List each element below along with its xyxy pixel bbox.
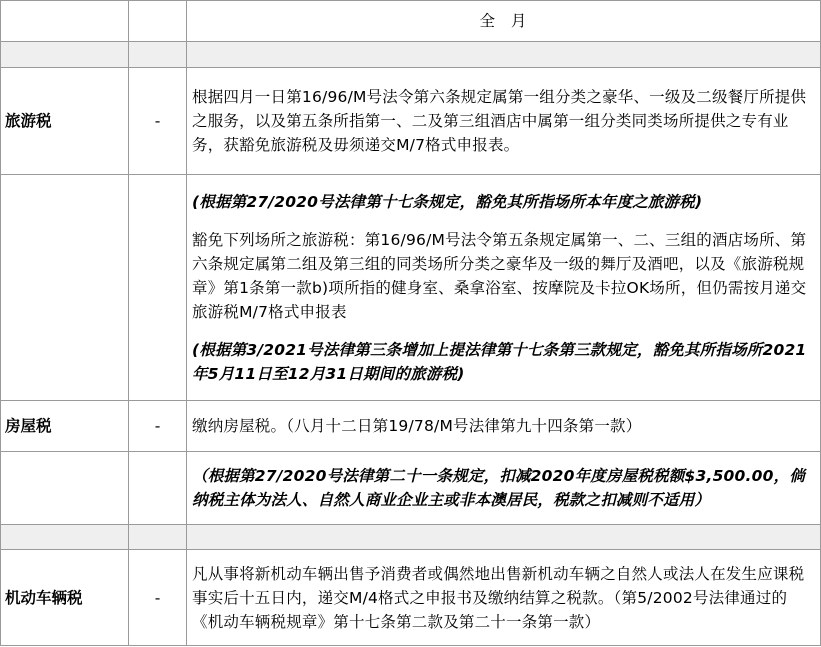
header-row <box>1 1 821 42</box>
empty-cell <box>129 452 187 525</box>
tourism-exemption-row <box>1 175 821 401</box>
property-tax-text: 缴纳房屋税。（八月十二日第19/78/M号法律第九十四条第一款） <box>187 401 821 452</box>
property-tax-label: 房屋税 <box>1 401 129 452</box>
spacer-cell <box>129 42 187 68</box>
spacer-cell <box>129 525 187 550</box>
header-cell-empty-1 <box>1 1 129 42</box>
spacer-cell <box>1 525 129 550</box>
property-deduction-note: （根据第27/2020号法律第二十一条规定，扣减2020年度房屋税税额$3,500.00，倘纳税主体为法人、自然人商业企业主或非本澳居民，税款之扣减则不适用） <box>187 452 821 525</box>
tourism-tax-dash: - <box>129 68 187 175</box>
tourism-exemption-text: 豁免下列场所之旅游税：第16/96/M号法令第五条规定属第一、二、三组的酒店场所、第六条规定属第二组及第三组的同类场所分类之豪华及一级的舞厅及酒吧，以及《旅游税规章》第1条第一款b)项所指的健身室、桑拿浴室、按摩院及卡拉OK场所，但仍需按月递交旅游税M/7格式申报表 <box>192 230 807 321</box>
spacer-cell <box>187 42 821 68</box>
vehicle-tax-row <box>1 550 821 646</box>
spacer-row <box>1 525 821 550</box>
vehicle-tax-label: 机动车辆税 <box>1 550 129 646</box>
spacer-cell <box>187 525 821 550</box>
full-month-header: 全 月 <box>187 1 821 42</box>
vehicle-tax-text: 凡从事将新机动车辆出售予消费者或偶然地出售新机动车辆之自然人或法人在发生应课税事实后十五日内，递交M/4格式之申报书及缴纳结算之税款。（第5/2002号法律通过的《机动车辆税规章》第十七条第二款及第二十一条第一款） <box>187 550 821 646</box>
empty-cell <box>1 175 129 401</box>
property-tax-dash: - <box>129 401 187 452</box>
empty-cell <box>1 452 129 525</box>
tourism-exemption-note-2: (根据第3/2021号法律第三条增加上提法律第十七条第三款规定，豁免其所指场所2021年5月11日至12月31日期间的旅游税) <box>192 340 807 383</box>
spacer-cell <box>1 42 129 68</box>
spacer-row <box>1 42 821 68</box>
tourism-tax-label: 旅游税 <box>1 68 129 175</box>
header-cell-empty-2 <box>129 1 187 42</box>
property-tax-row <box>1 401 821 452</box>
tourism-tax-row <box>1 68 821 175</box>
tourism-tax-text: 根据四月一日第16/96/M号法令第六条规定属第一组分类之豪华、一级及二级餐厅所提供之服务，以及第五条所指第一、二及第三组酒店中属第一组分类同类场所提供之专有业务，获豁免旅游税及毋须递交M/7格式申报表。 <box>187 68 821 175</box>
vehicle-tax-dash: - <box>129 550 187 646</box>
tourism-exemption-note-1: (根据第27/2020号法律第十七条规定，豁免其所指场所本年度之旅游税) <box>192 192 703 211</box>
tourism-exemption-cell <box>187 175 821 401</box>
property-deduction-row <box>1 452 821 525</box>
empty-cell <box>129 175 187 401</box>
